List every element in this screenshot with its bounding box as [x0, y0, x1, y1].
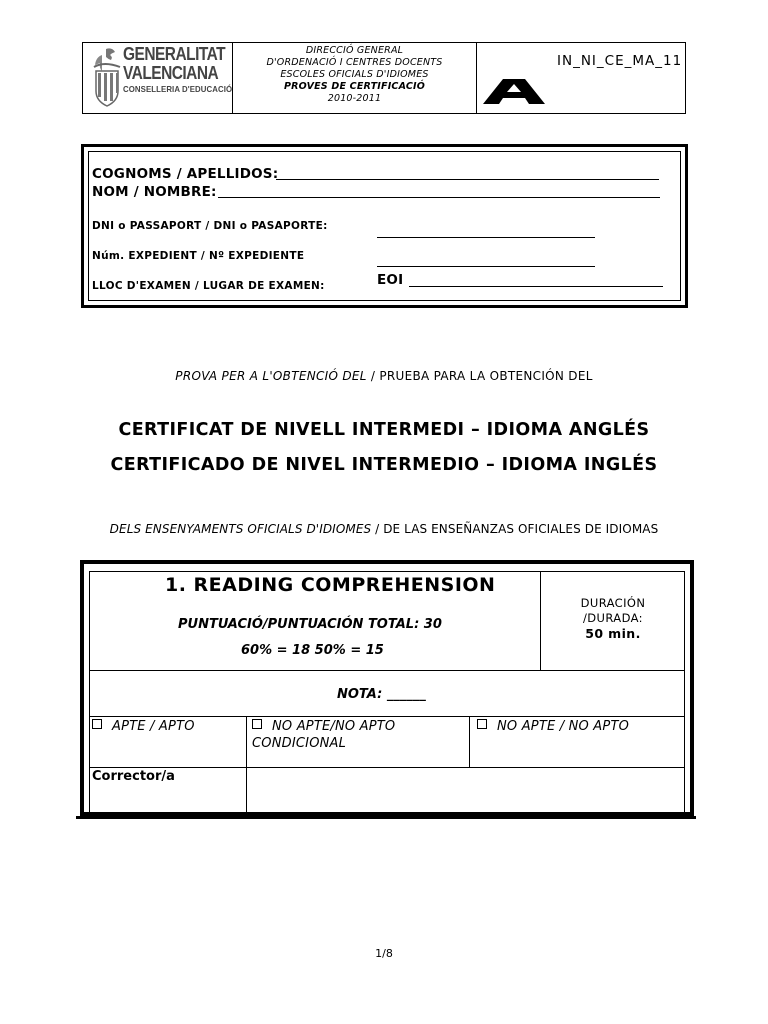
certificate-title-valencian: CERTIFICAT DE NIVELL INTERMEDI – IDIOMA ANGLÉS: [118, 420, 650, 440]
duration-label-line-2: /DURADA:: [583, 611, 643, 625]
page-number: 1/8: [375, 947, 393, 960]
bottom-rule: [76, 816, 696, 819]
dni-label: DNI o PASSAPORT / DNI o PASAPORTE:: [92, 220, 328, 232]
logo-cell: [83, 43, 233, 113]
code-cell: [477, 43, 685, 113]
logo-wordmark: [123, 45, 242, 95]
prova-valencian: PROVA PER A L'OBTENCIÓ DEL: [175, 369, 367, 383]
nota-label-text: NOTA:: [337, 687, 383, 702]
duration-label: [541, 596, 685, 641]
eoi-field[interactable]: [409, 286, 663, 287]
corrector-field[interactable]: [247, 768, 684, 813]
row-divider-1: [89, 670, 685, 671]
option-no-apte-conditional[interactable]: [252, 718, 395, 752]
document-code: IN_NI_CE_MA_11: [557, 53, 683, 69]
header-table: [82, 42, 686, 114]
checkbox-apte[interactable]: [92, 719, 102, 729]
section-title: 1. READING COMPREHENSION: [165, 574, 496, 596]
coat-of-arms-icon: [92, 47, 124, 109]
dels-spanish: / DE LAS ENSEÑANZAS OFICIALES DE IDIOMAS: [371, 522, 659, 536]
logo-line-2: VALENCIANA: [123, 63, 219, 83]
nota-field[interactable]: ______: [386, 687, 426, 702]
option-no-apte-cond-label-2: CONDICIONAL: [252, 736, 347, 751]
score-total: PUNTUACIÓ/PUNTUACIÓN TOTAL: 30: [178, 617, 442, 632]
option-no-apte-label: NO APTE / NO APTO: [497, 719, 630, 734]
org-line: 2010-2011: [327, 93, 382, 104]
organization-cell: [233, 43, 477, 113]
logo-line-3: CONSELLERIA D'EDUCACIÓ: [123, 84, 233, 94]
checkbox-no-apte[interactable]: [477, 719, 487, 729]
score-thresholds: 60% = 18 50% = 15: [241, 643, 384, 658]
surname-field[interactable]: [276, 179, 659, 180]
dni-field[interactable]: [377, 237, 595, 238]
org-line: DIRECCIÓ GENERAL: [305, 45, 404, 56]
exam-place-label: LLOC D'EXAMEN / LUGAR DE EXAMEN:: [92, 280, 325, 292]
option-no-apte-cond-label-1: NO APTE/NO APTO: [272, 719, 396, 734]
dels-line: [0, 522, 768, 536]
prova-spanish: / PRUEBA PARA LA OBTENCIÓN DEL: [366, 369, 593, 383]
surname-label: COGNOMS / APELLIDOS:: [92, 166, 279, 182]
option-no-apte[interactable]: [477, 718, 629, 735]
exam-letter-a-icon: [483, 77, 545, 107]
checkbox-no-apte-conditional[interactable]: [252, 719, 262, 729]
org-line-bold: PROVES DE CERTIFICACIÓ: [283, 81, 426, 92]
expedient-field[interactable]: [377, 266, 595, 267]
name-label: NOM / NOMBRE:: [92, 184, 217, 200]
expedient-label: Núm. EXPEDIENT / Nº EXPEDIENTE: [92, 250, 305, 262]
name-field[interactable]: [218, 197, 660, 198]
eoi-label: EOI: [377, 272, 404, 288]
col-divider-2: [469, 716, 470, 767]
option-apte[interactable]: [92, 718, 195, 735]
corrector-label: Corrector/a: [92, 769, 175, 784]
org-line: D'ORDENACIÓ I CENTRES DOCENTS: [266, 57, 443, 68]
nota-label: [337, 687, 426, 702]
dels-valencian: DELS ENSENYAMENTS OFICIALS D'IDIOMES: [109, 522, 372, 536]
org-line: ESCOLES OFICIALS D'IDIOMES: [280, 69, 429, 80]
certificate-title-spanish: CERTIFICADO DE NIVEL INTERMEDIO – IDIOMA INGLÉS: [110, 455, 658, 475]
exam-letter-badge: [483, 77, 543, 107]
prova-line: [0, 369, 768, 383]
duration-label-line-1: DURACIÓN: [580, 596, 646, 610]
logo-line-1: GENERALITAT: [123, 44, 226, 64]
option-apte-label: APTE / APTO: [112, 719, 195, 734]
duration-value: 50 min.: [585, 626, 641, 641]
row-divider-2: [89, 716, 685, 717]
